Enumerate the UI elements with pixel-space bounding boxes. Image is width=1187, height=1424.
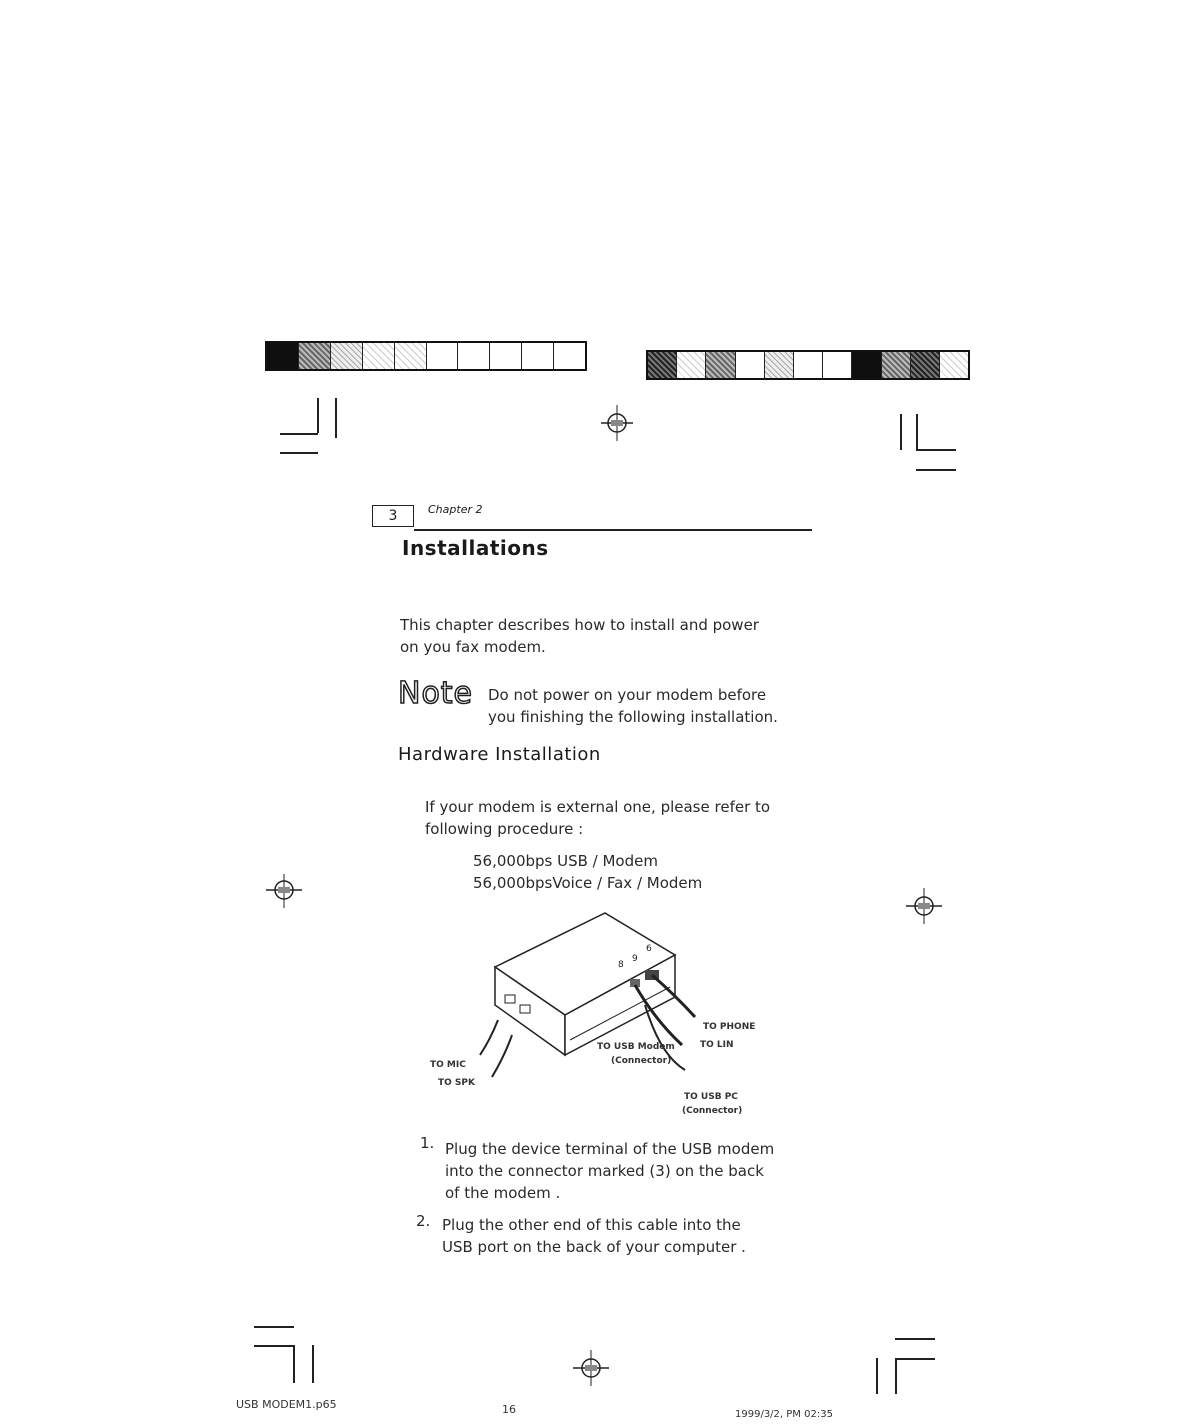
note-line-2: you finishing the following installation. <box>488 708 778 726</box>
crop-mark <box>895 1358 935 1360</box>
label-connector: (Connector) <box>682 1106 743 1116</box>
section-heading: Hardware Installation <box>398 744 601 765</box>
registration-mark-icon <box>571 1348 611 1388</box>
hardware-line-2: following procedure : <box>425 820 584 838</box>
chapter-number-box: 3 <box>372 505 414 527</box>
svg-text:9: 9 <box>632 954 638 964</box>
registration-mark-icon <box>904 886 944 926</box>
label-connector: (Connector) <box>611 1056 672 1066</box>
color-bar-left <box>265 341 587 371</box>
crop-mark <box>895 1358 897 1394</box>
label-to-usb-modem: TO USB Modem <box>597 1042 675 1052</box>
label-to-mic: TO MIC <box>430 1060 466 1070</box>
step-text <box>445 1138 774 1204</box>
page-title: Installations <box>402 536 549 560</box>
svg-text:8: 8 <box>618 960 624 970</box>
step-text <box>442 1214 746 1258</box>
crop-mark <box>916 449 956 451</box>
label-to-phone: TO PHONE <box>703 1022 756 1032</box>
step-line: into the connector marked (3) on the back <box>445 1162 764 1180</box>
crop-mark <box>293 1345 295 1383</box>
step-line: USB port on the back of your computer . <box>442 1238 746 1256</box>
crop-mark <box>280 452 318 454</box>
crop-mark <box>335 398 337 438</box>
hardware-intro <box>425 796 770 840</box>
crop-mark <box>895 1338 935 1340</box>
registration-mark-icon <box>597 403 637 443</box>
crop-mark <box>280 433 318 435</box>
model-item: 56,000bpsVoice / Fax / Modem <box>473 874 703 892</box>
step-line: Plug the other end of this cable into the <box>442 1216 741 1234</box>
chapter-label: Chapter 2 <box>428 503 483 516</box>
svg-text:6: 6 <box>646 944 652 954</box>
crop-mark <box>916 469 956 471</box>
intro-line-1: This chapter describes how to install and power <box>400 616 759 634</box>
note-text <box>488 684 778 728</box>
footer-page-number: 16 <box>502 1403 516 1416</box>
label-to-usb-pc: TO USB PC <box>684 1092 738 1102</box>
intro-paragraph <box>400 614 759 658</box>
crop-mark <box>317 398 319 433</box>
crop-mark <box>254 1326 294 1328</box>
model-item: 56,000bps USB / Modem <box>473 852 658 870</box>
crop-mark <box>876 1358 878 1394</box>
intro-line-2: on you fax modem. <box>400 638 546 656</box>
hardware-line-1: If your modem is external one, please refer to <box>425 798 771 816</box>
label-to-spk: TO SPK <box>438 1078 475 1088</box>
label-to-lin: TO LIN <box>700 1040 734 1050</box>
note-line-1: Do not power on your modem before <box>488 686 767 704</box>
footer-filename: USB MODEM1.p65 <box>236 1398 337 1411</box>
model-list <box>473 850 702 894</box>
chapter-rule <box>414 529 812 531</box>
registration-mark-icon <box>264 870 304 910</box>
footer-timestamp: 1999/3/2, PM 02:35 <box>735 1409 833 1420</box>
step-line: Plug the device terminal of the USB modem <box>445 1140 775 1158</box>
crop-mark <box>916 414 918 450</box>
note-label: Note <box>398 676 474 711</box>
crop-mark <box>254 1345 294 1347</box>
crop-mark <box>312 1345 314 1383</box>
step-number: 1. <box>420 1134 435 1152</box>
step-number: 2. <box>416 1212 431 1230</box>
crop-mark <box>900 414 902 450</box>
step-line: of the modem . <box>445 1184 561 1202</box>
color-bar-right <box>646 350 970 380</box>
